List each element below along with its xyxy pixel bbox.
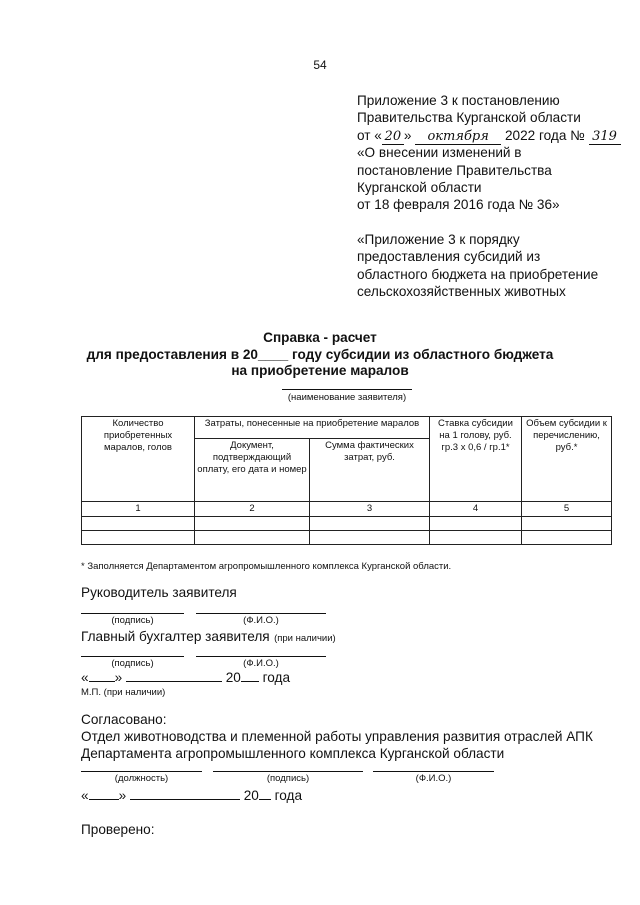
appendix-line: постановление Правительства — [357, 162, 552, 178]
accountant-fio-line[interactable] — [196, 656, 326, 657]
date-line: « » 20 года — [81, 788, 303, 803]
sign-caption: (подпись) — [111, 615, 154, 626]
table-cell[interactable] — [82, 516, 195, 530]
sign-caption: (подпись) — [266, 773, 310, 784]
appendix-block — [357, 92, 621, 300]
date-line: « » 20 года — [81, 670, 291, 685]
appendix-line: «О внесении изменений в — [357, 145, 522, 161]
table-cell[interactable] — [195, 516, 310, 530]
accountant-signature-title: Главный бухгалтер заявителя (при наличии) — [81, 629, 336, 644]
appendix-line: областного бюджета на приобретение — [357, 266, 599, 282]
sign-caption: (подпись) — [111, 658, 154, 669]
table-cell[interactable] — [430, 516, 522, 530]
accountant-sign-line[interactable] — [81, 656, 184, 657]
doc-subtitle: для предоставления в 20____ году субсидии из областного бюджета — [86, 346, 554, 362]
col-header-rate: Ставка субсидии на 1 голову, руб. гр.3 х 0,6 / гр.1* — [430, 417, 522, 502]
table-cell[interactable] — [310, 516, 430, 530]
date-month-field[interactable] — [126, 681, 222, 682]
col-header-document: Документ, подтверждающий оплату, его дата и номер — [195, 439, 310, 502]
appendix-line: предоставления субсидий из — [357, 249, 541, 265]
date-year-field[interactable] — [241, 681, 259, 682]
date-prefix: от « — [357, 127, 382, 143]
position-line[interactable] — [81, 771, 202, 772]
calculation-table — [81, 416, 612, 545]
appendix-line: от 18 февраля 2016 года № 36» — [357, 197, 560, 213]
agreed-line: Отдел животноводства и племенной работы управления развития отраслей АПК — [81, 729, 593, 744]
table-cell[interactable] — [522, 516, 612, 530]
table-row — [82, 516, 612, 530]
table-cell[interactable] — [522, 530, 612, 544]
applicant-name-line[interactable] — [282, 389, 412, 390]
table-row — [82, 530, 612, 544]
table-cell[interactable] — [82, 530, 195, 544]
table-cell[interactable] — [195, 530, 310, 544]
col-header-subsidy: Объем субсидии к перечислению, руб.* — [522, 417, 612, 502]
fio-caption: (Ф.И.О.) — [243, 658, 279, 669]
footnote: * Заполняется Департаментом агропромышленного комплекса Курганской области. — [81, 561, 452, 572]
fio-caption: (Ф.И.О.) — [243, 615, 279, 626]
head-sign-line[interactable] — [81, 613, 184, 614]
appendix-date-line — [357, 127, 621, 144]
appendix-line: «Приложение 3 к порядку — [357, 231, 520, 247]
page-number: 54 — [313, 58, 327, 72]
verified-title: Проверено: — [81, 822, 155, 837]
col-header-sum: Сумма фактических затрат, руб. — [310, 439, 430, 502]
agreed-fio-line[interactable] — [373, 771, 494, 772]
doc-subtitle-2: на приобретение маралов — [231, 363, 409, 378]
stamp-note: М.П. (при наличии) — [81, 687, 166, 698]
date-mid: » — [403, 127, 412, 143]
handwritten-day: 20 — [382, 130, 404, 145]
head-fio-line[interactable] — [196, 613, 326, 614]
handwritten-month: октября — [415, 130, 501, 145]
table-cell[interactable] — [310, 530, 430, 544]
appendix-line: сельскохозяйственных животных — [357, 283, 566, 299]
table-cell[interactable] — [430, 530, 522, 544]
agreed-title: Согласовано: — [81, 712, 167, 727]
col-number: 3 — [310, 502, 430, 517]
table-row — [82, 502, 612, 517]
appendix-line: Приложение 3 к постановлению — [357, 93, 560, 108]
date-month-field[interactable] — [130, 799, 240, 800]
col-number: 2 — [195, 502, 310, 517]
col-number: 5 — [522, 502, 612, 517]
col-header-costs: Затраты, понесенные на приобретение маралов — [195, 417, 430, 439]
appendix-line: Курганской области — [357, 179, 482, 195]
head-signature-title: Руководитель заявителя — [81, 585, 237, 600]
col-header-quantity: Количество приобретенных маралов, голов — [82, 417, 195, 502]
appendix-line: Правительства Курганской области — [357, 110, 581, 126]
date-day-field[interactable] — [89, 799, 119, 800]
agreed-line: Департамента агропромышленного комплекса Курганской области — [81, 746, 505, 761]
agreed-sign-line[interactable] — [213, 771, 363, 772]
col-number: 4 — [430, 502, 522, 517]
fio-caption: (Ф.И.О.) — [415, 773, 452, 784]
date-year-field[interactable] — [259, 799, 271, 800]
handwritten-number: 319 — [589, 130, 621, 145]
position-caption: (должность) — [114, 773, 169, 784]
doc-title: Справка - расчет — [263, 330, 377, 345]
applicant-caption: (наименование заявителя) — [287, 392, 407, 403]
date-year: 2022 года № — [504, 127, 585, 143]
date-day-field[interactable] — [89, 681, 115, 682]
col-number: 1 — [82, 502, 195, 517]
